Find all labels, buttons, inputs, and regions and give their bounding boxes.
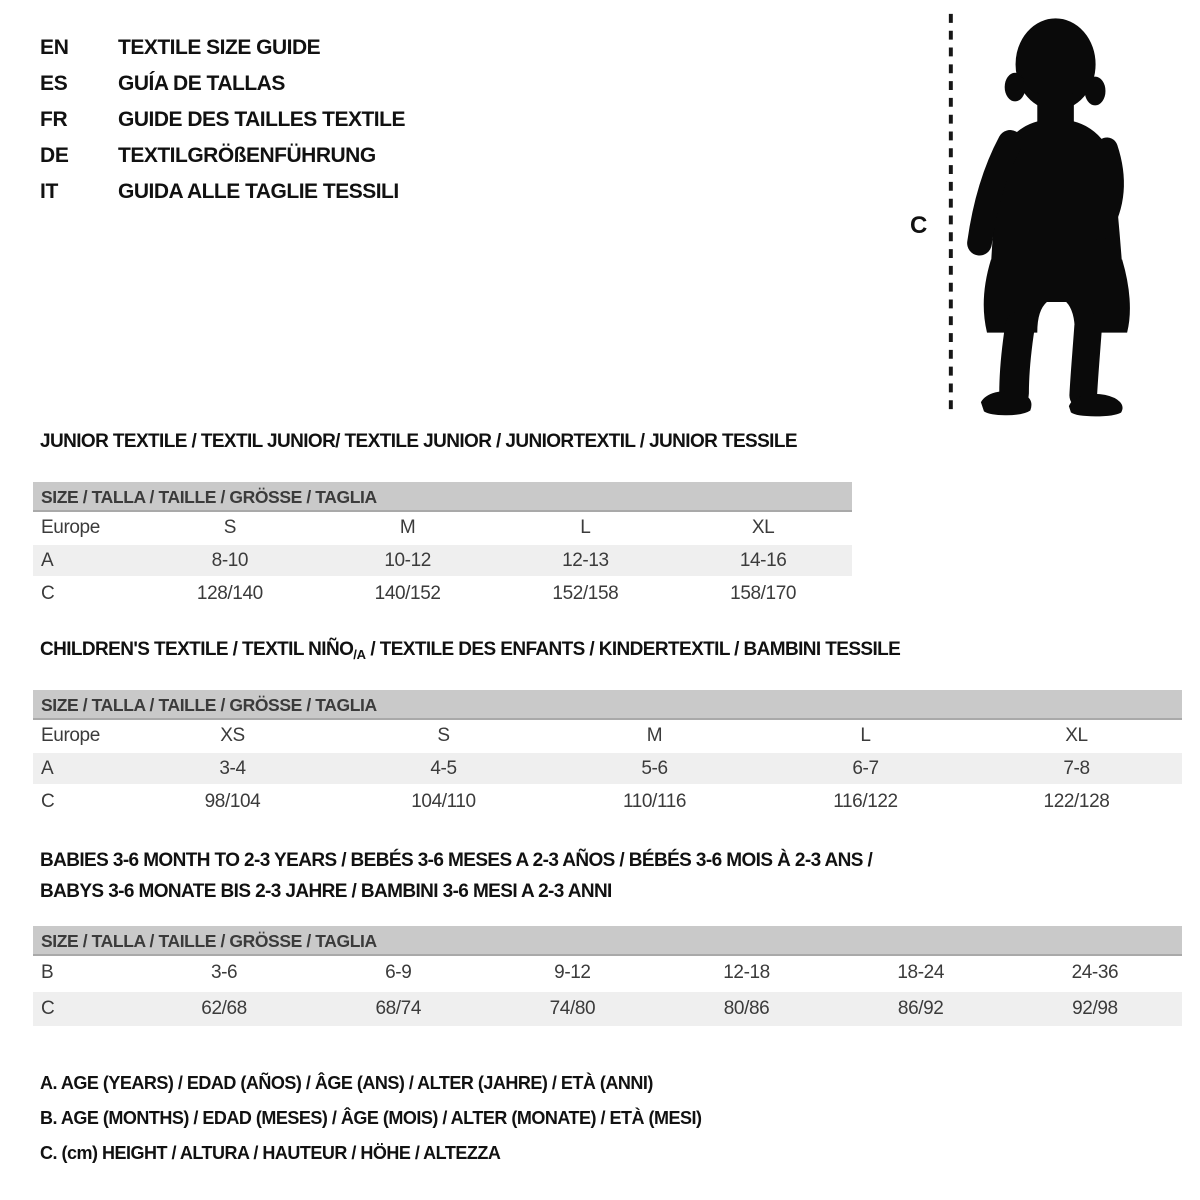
- language-code: DE: [40, 144, 69, 167]
- babies-size-header-bar: [33, 926, 1182, 956]
- height-cell: 128/140: [196, 582, 263, 604]
- height-cell: 104/110: [411, 790, 476, 812]
- age-cell: 8-10: [141, 544, 319, 577]
- age-cell: 12-18: [723, 962, 770, 983]
- height-cell: 122/128: [1043, 790, 1110, 812]
- height-cell: 158/170: [730, 582, 797, 604]
- height-cell: 86/92: [834, 991, 1008, 1027]
- size-header-label: SIZE / TALLA / TAILLE / GRÖSSE / TAGLIA: [41, 487, 377, 507]
- children-size-header-bar: [33, 690, 1182, 720]
- language-code: FR: [40, 108, 68, 131]
- age-cell: 14-16: [674, 544, 852, 577]
- table-row-age-months: [33, 956, 1182, 991]
- size-cell: XL: [1065, 724, 1088, 746]
- language-title: TEXTILE SIZE GUIDE: [118, 36, 321, 59]
- legend-line-a: A. AGE (YEARS) / EDAD (AÑOS) / ÂGE (ANS) / ALTER (JAHRE) / ETÀ (ANNI): [40, 1073, 653, 1093]
- junior-size-header-bar: [33, 482, 852, 512]
- toddler-silhouette-shape: [979, 19, 1129, 416]
- age-cell: 12-13: [497, 544, 675, 577]
- row-label: Europe: [41, 724, 100, 746]
- size-cell: M: [399, 516, 416, 538]
- height-cell: 62/68: [137, 991, 311, 1027]
- table-row-height: [33, 991, 1182, 1027]
- height-cell: 116/122: [833, 790, 898, 812]
- language-title: GUÍA DE TALLAS: [118, 72, 285, 95]
- size-header-label: SIZE / TALLA / TAILLE / GRÖSSE / TAGLIA: [41, 695, 377, 715]
- height-cell: 80/86: [659, 991, 833, 1027]
- height-cell: 92/98: [1008, 991, 1182, 1027]
- junior-section-heading: JUNIOR TEXTILE / TEXTIL JUNIOR/ TEXTILE JUNIOR / JUNIORTEXTIL / JUNIOR TESSILE: [40, 431, 797, 452]
- language-code: ES: [40, 72, 68, 95]
- size-cell: XL: [751, 516, 775, 538]
- age-cell: 7-8: [971, 752, 1182, 785]
- language-title-list: [40, 30, 405, 210]
- junior-size-table: [33, 482, 852, 609]
- row-label: C: [33, 991, 137, 1027]
- children-size-table: [33, 690, 1182, 817]
- age-cell: 18-24: [897, 962, 944, 983]
- size-cell: XS: [220, 724, 245, 746]
- height-cell: 110/116: [622, 790, 687, 812]
- language-title: GUIDA ALLE TAGLIE TESSILI: [118, 180, 399, 203]
- language-code: EN: [40, 36, 69, 59]
- table-row-height: [33, 577, 852, 609]
- age-cell: 3-4: [127, 752, 338, 785]
- language-code: IT: [40, 180, 59, 203]
- row-label: A: [33, 752, 127, 785]
- row-label: B: [41, 962, 54, 983]
- age-cell: 5-6: [549, 752, 760, 785]
- age-cell: 4-5: [338, 752, 549, 785]
- size-cell: L: [860, 724, 871, 746]
- height-cell: 68/74: [311, 991, 485, 1027]
- size-header-label: SIZE / TALLA / TAILLE / GRÖSSE / TAGLIA: [41, 931, 377, 951]
- measurement-legend: [40, 1066, 701, 1171]
- row-label: C: [41, 790, 55, 812]
- row-label: Europe: [41, 516, 100, 538]
- babies-heading-line2: BABYS 3-6 MONATE BIS 2-3 JAHRE / BAMBINI 3-6 MESI A 2-3 ANNI: [40, 881, 612, 902]
- language-row: [40, 66, 405, 102]
- table-row-age: [33, 544, 852, 577]
- size-cell: S: [223, 516, 237, 538]
- height-cell: 152/158: [552, 582, 619, 604]
- table-row-europe: [33, 720, 1182, 752]
- language-row: [40, 174, 405, 210]
- language-title: GUIDE DES TAILLES TEXTILE: [118, 108, 405, 131]
- babies-heading-line1: BABIES 3-6 MONTH TO 2-3 YEARS / BEBÉS 3-6 MESES A 2-3 AÑOS / BÉBÉS 3-6 MOIS À 2-3 ANS /: [40, 850, 873, 871]
- row-label: C: [41, 582, 55, 604]
- height-measure-label: C: [910, 212, 928, 239]
- table-row-height: [33, 785, 1182, 817]
- table-row-age: [33, 752, 1182, 785]
- children-heading-text: / TEXTILE DES ENFANTS / KINDERTEXTIL / BAMBINI TESSILE: [365, 639, 901, 660]
- size-cell: L: [580, 516, 591, 538]
- children-heading-subscript: /A: [353, 647, 366, 662]
- age-cell: 6-7: [760, 752, 971, 785]
- size-cell: S: [437, 724, 450, 746]
- babies-section-heading: [40, 845, 872, 907]
- language-title: TEXTILGRÖßENFÜHRUNG: [118, 144, 376, 167]
- age-cell: 10-12: [319, 544, 497, 577]
- size-cell: M: [646, 724, 663, 746]
- language-row: [40, 102, 405, 138]
- age-cell: 9-12: [554, 962, 591, 983]
- children-heading-text: CHILDREN'S TEXTILE / TEXTIL NIÑO: [40, 639, 354, 660]
- height-cell: 140/152: [374, 582, 441, 604]
- row-label: A: [33, 544, 141, 577]
- height-cell: 74/80: [485, 991, 659, 1027]
- age-cell: 6-9: [385, 962, 412, 983]
- children-section-heading: [40, 637, 900, 668]
- age-cell: 24-36: [1071, 962, 1119, 983]
- babies-size-table: [33, 926, 1182, 1028]
- legend-line-c: C. (cm) HEIGHT / ALTURA / HAUTEUR / HÖHE / ALTEZZA: [40, 1143, 501, 1163]
- age-cell: 3-6: [210, 962, 238, 983]
- legend-line-b: B. AGE (MONTHS) / EDAD (MESES) / ÂGE (MOIS) / ALTER (MONATE) / ETÀ (MESI): [40, 1108, 702, 1128]
- table-row-europe: [33, 512, 852, 544]
- language-row: [40, 30, 405, 66]
- language-row: [40, 138, 405, 174]
- height-cell: 98/104: [204, 790, 261, 812]
